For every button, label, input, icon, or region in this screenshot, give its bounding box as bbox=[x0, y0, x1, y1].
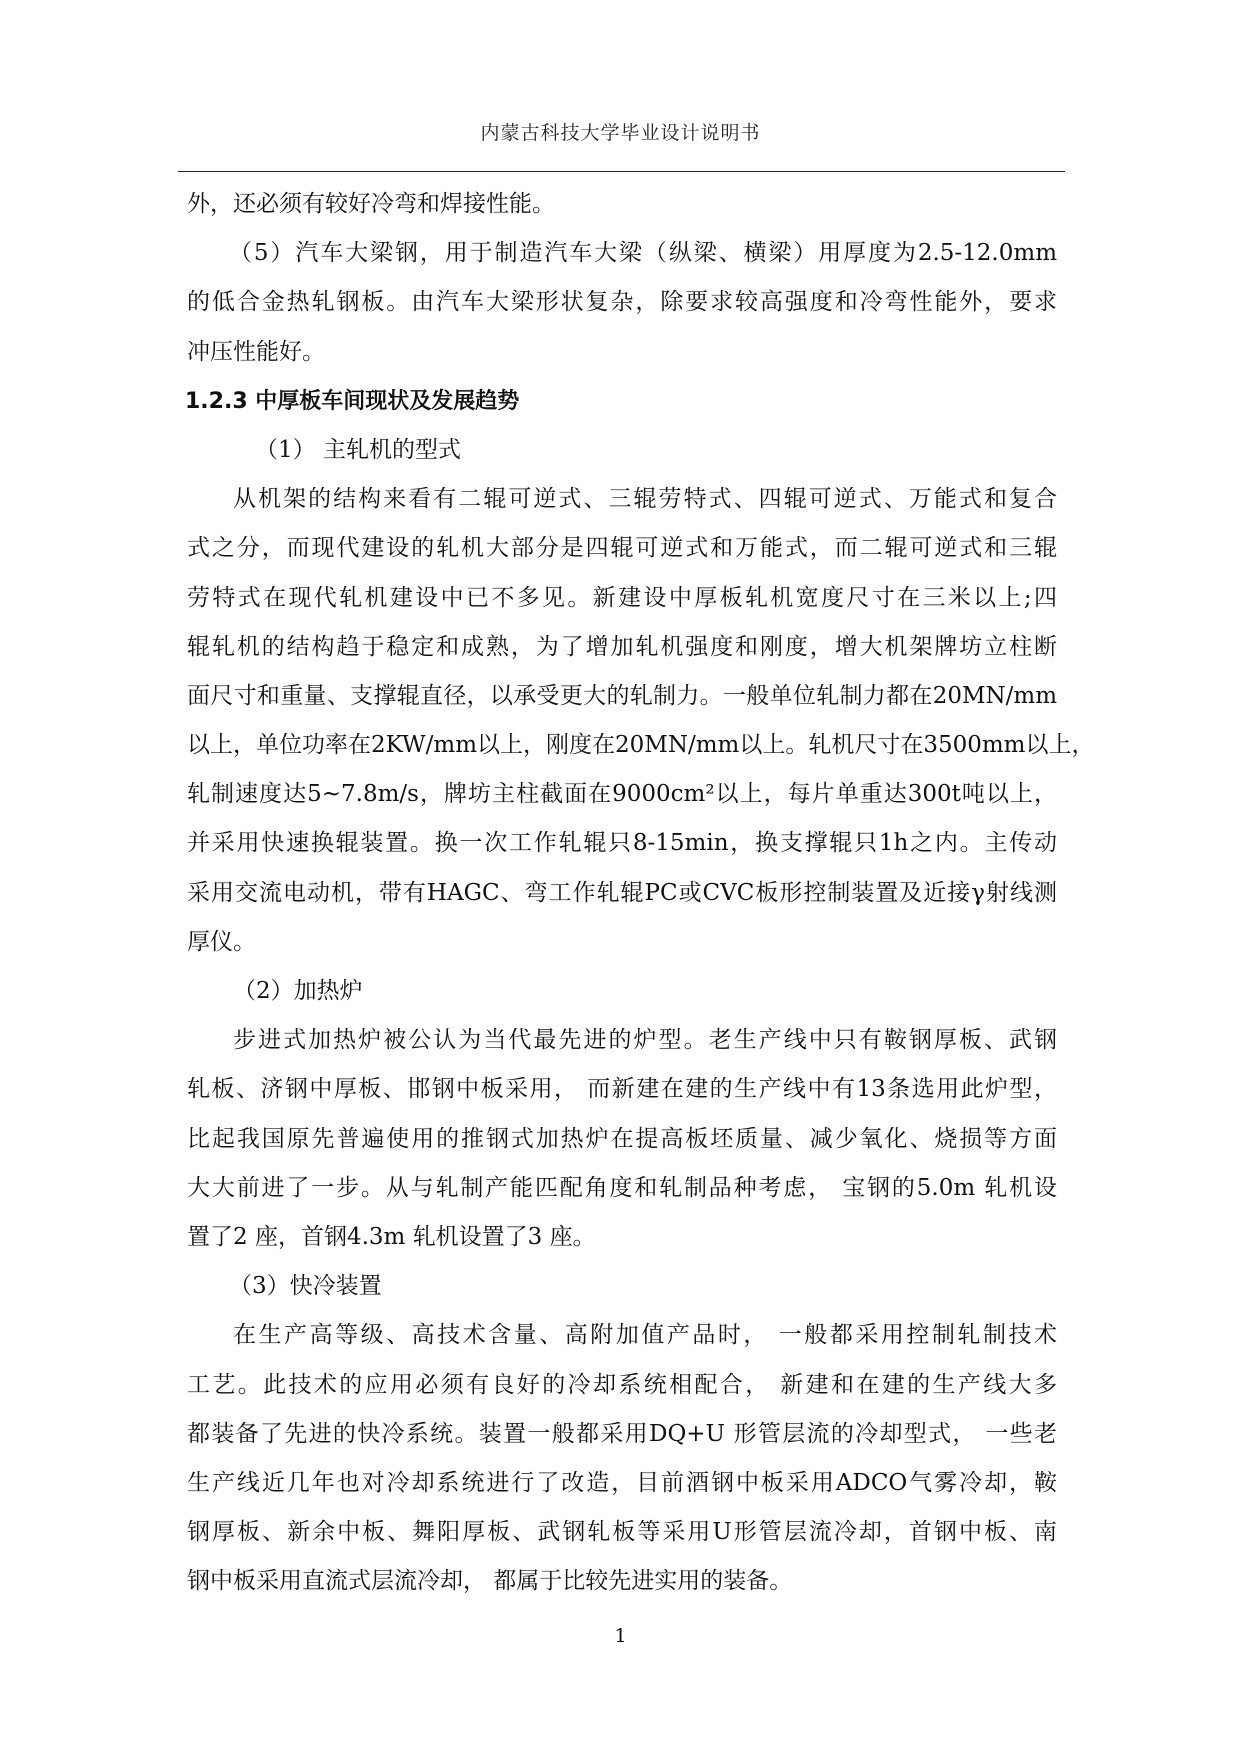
text-line: 大大前进了一步。从与轧制产能匹配角度和轧制品种考虑， 宝钢的5.0m 轧机设 bbox=[187, 1174, 1057, 1201]
text-line: 从机架的结构来看有二辊可逆式、三辊劳特式、四辊可逆式、万能式和复合 bbox=[233, 486, 1057, 513]
text-line: 的低合金热轧钢板。由汽车大梁形状复杂，除要求较高强度和冷弯性能外，要求 bbox=[187, 289, 1057, 316]
text-line: 并采用快速换辊装置。换一次工作轧辊只8-15min，换支撑辊只1h之内。主传动 bbox=[187, 830, 1057, 857]
text-line: 外，还必须有较好冷弯和焊接性能。 bbox=[187, 191, 555, 217]
text-line: 置了2 座，首钢4.3m 轧机设置了3 座。 bbox=[187, 1223, 596, 1250]
section-heading: 1.2.3 中厚板车间现状及发展趋势 bbox=[185, 388, 520, 414]
text-line: 在生产高等级、高技术含量、高附加值产品时， 一般都采用控制轧制技术 bbox=[233, 1322, 1057, 1349]
text-line: 钢中板采用直流式层流冷却， 都属于比较先进实用的装备。 bbox=[187, 1568, 793, 1595]
text-line: （1） 主轧机的型式 bbox=[255, 436, 461, 463]
page-header-title: 内蒙古科技大学毕业设计说明书 bbox=[480, 122, 761, 144]
text-line: 厚仪。 bbox=[187, 928, 256, 955]
text-line: 面尺寸和重量、支撑辊直径，以承受更大的轧制力。一般单位轧制力都在20MN/mm bbox=[187, 682, 1057, 709]
text-line: 钢厚板、新余中板、舞阳厚板、武钢轧板等采用U形管层流冷却，首钢中板、南 bbox=[187, 1519, 1057, 1546]
text-line: 以上，单位功率在2KW/mm以上，刚度在20MN/mm以上。轧机尺寸在3500mm以上， bbox=[187, 732, 1095, 759]
text-line: 生产线近几年也对冷却系统进行了改造，目前酒钢中板采用ADCO气雾冷却，鞍 bbox=[187, 1469, 1057, 1496]
header-divider bbox=[178, 171, 1065, 172]
document-body bbox=[185, 180, 1095, 1606]
text-line: （3）快冷装置 bbox=[229, 1273, 382, 1300]
text-line: （2）加热炉 bbox=[233, 978, 363, 1004]
text-line: （5）汽车大梁钢，用于制造汽车大梁（纵梁、横梁）用厚度为2.5-12.0mm bbox=[229, 240, 1057, 267]
text-line: 辊轧机的结构趋于稳定和成熟，为了增加轧机强度和刚度，增大机架牌坊立柱断 bbox=[187, 633, 1057, 660]
text-line: 比起我国原先普遍使用的推钢式加热炉在提高板坯质量、减少氧化、烧损等方面 bbox=[187, 1125, 1057, 1152]
text-line: 轧板、济钢中厚板、邯钢中板采用， 而新建在建的生产线中有13条选用此炉型， bbox=[187, 1076, 1057, 1103]
text-line: 都装备了先进的快冷系统。装置一般都采用DQ+U 形管层流的冷却型式， 一些老 bbox=[187, 1420, 1057, 1447]
text-line: 劳特式在现代轧机建设中已不多见。新建设中厚板轧机宽度尺寸在三米以上;四 bbox=[187, 584, 1057, 611]
page-number: 1 bbox=[614, 1625, 627, 1647]
text-line: 轧制速度达5~7.8m/s，牌坊主柱截面在9000cm²以上，每片单重达300t吨以上， bbox=[187, 781, 1057, 808]
text-line: 采用交流电动机，带有HAGC、弯工作轧辊PC或CVC板形控制装置及近接γ射线测 bbox=[187, 879, 1057, 906]
text-line: 式之分，而现代建设的轧机大部分是四辊可逆式和万能式，而二辊可逆式和三辊 bbox=[187, 535, 1057, 562]
text-line: 冲压性能好。 bbox=[187, 338, 325, 365]
text-line: 工艺。此技术的应用必须有良好的冷却系统相配合， 新建和在建的生产线大多 bbox=[187, 1371, 1057, 1398]
text-line: 步进式加热炉被公认为当代最先进的炉型。老生产线中只有鞍钢厚板、武钢 bbox=[233, 1027, 1057, 1054]
